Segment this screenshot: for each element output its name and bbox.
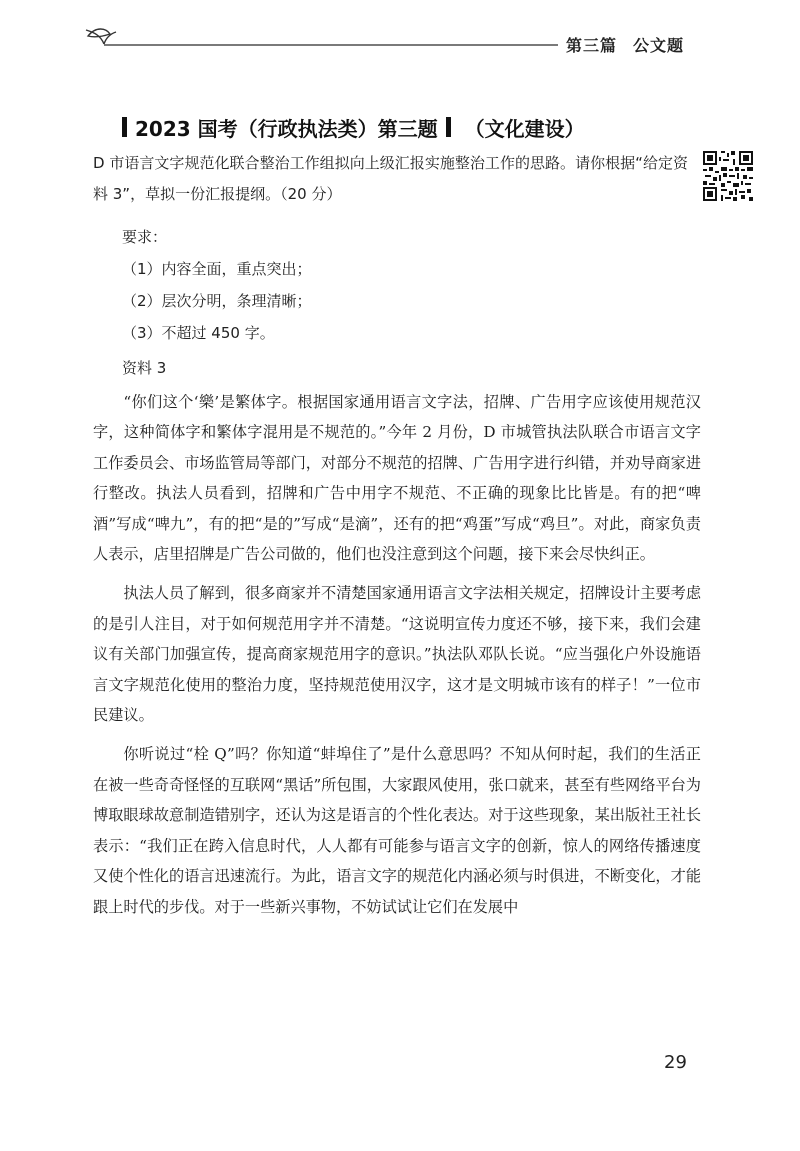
requirement-item: （1）内容全面，重点突出； <box>122 260 312 278</box>
header-section-title <box>566 33 684 56</box>
material-body <box>93 387 701 931</box>
material-paragraph: 你听说过“栓 Q”吗？你知道“蚌埠住了”是什么意思吗？不知从何时起，我们的生活正在被一些奇奇怪怪的互联网“黑话”所包围，大家跟风使用，张口就来，甚至有些网络平台为博取眼球故意制造错别字，还认为这是语言的个性化表达。对于这些现象，某出版社王社长表示：“我们正在跨入信息时代，人人都有可能参与语言文字的创新，惊人的网络传播速度又使个性化的语言迅速流行。为此，语言文字的规范化内涵必须与时俱进，不断变化，才能跟上时代的步伐。对于一些新兴事物，不妨试试让它们在发展中 <box>93 745 701 916</box>
material-paragraph: 执法人员了解到，很多商家并不清楚国家通用语言文字法相关规定，招牌设计主要考虑的是引人注目，对于如何规范用字并不清楚。“这说明宣传力度还不够，接下来，我们会建议有关部门加强宣传，提高商家规范用字的意识。”执法队邓队长说。“应当强化户外设施语言文字规范化使用的整治力度，坚持规范使用汉字，这才是文明城市该有的样子！”一位市民建议。 <box>93 584 701 725</box>
material-label: 资料 3 <box>122 359 167 377</box>
title-bar-icon <box>122 117 127 137</box>
material-paragraph: “你们这个‘樂’是繁体字。根据国家通用语言文字法，招牌、广告用字应该使用规范汉字，这种简体字和繁体字混用是不规范的。”今年 2 月份，D 市城管执法队联合市语言文字工作委员会、市场监管局等部门，对部分不规范的招牌、广告用字进行纠错，并劝导商家进行整改。执法人员看到，招牌和广告中用字不规范、不正确的现象比比皆是。有的把“啤酒”写成“啤九”，有的把“是的”写成“是滴”，还有的把“鸡蛋”写成“鸡旦”。对此，商家负责人表示，店里招牌是广告公司做的，他们也没注意到这个问题，接下来会尽快纠正。 <box>93 393 701 564</box>
question-title-topic: （文化建设） <box>464 116 585 141</box>
requirements-label: 要求： <box>122 228 168 246</box>
question-prompt: D 市语言文字规范化联合整治工作组拟向上级汇报实施整治工作的思路。请你根据“给定资料 3”，草拟一份汇报提纲。（20 分） <box>93 154 688 203</box>
title-bar-icon <box>446 117 451 137</box>
question-title <box>122 110 722 144</box>
section-category: 公文题 <box>633 36 685 55</box>
page-header <box>0 0 800 70</box>
qr-code-icon[interactable] <box>703 151 753 201</box>
leaf-ornament-icon <box>86 29 116 44</box>
requirement-item: （3）不超过 450 字。 <box>122 324 275 342</box>
requirement-item: （2）层次分明，条理清晰； <box>122 292 312 310</box>
question-title-main: 2023 国考（行政执法类）第三题 <box>135 116 438 141</box>
section-name: 第三篇 <box>566 36 618 55</box>
page-number: 29 <box>664 1052 687 1073</box>
